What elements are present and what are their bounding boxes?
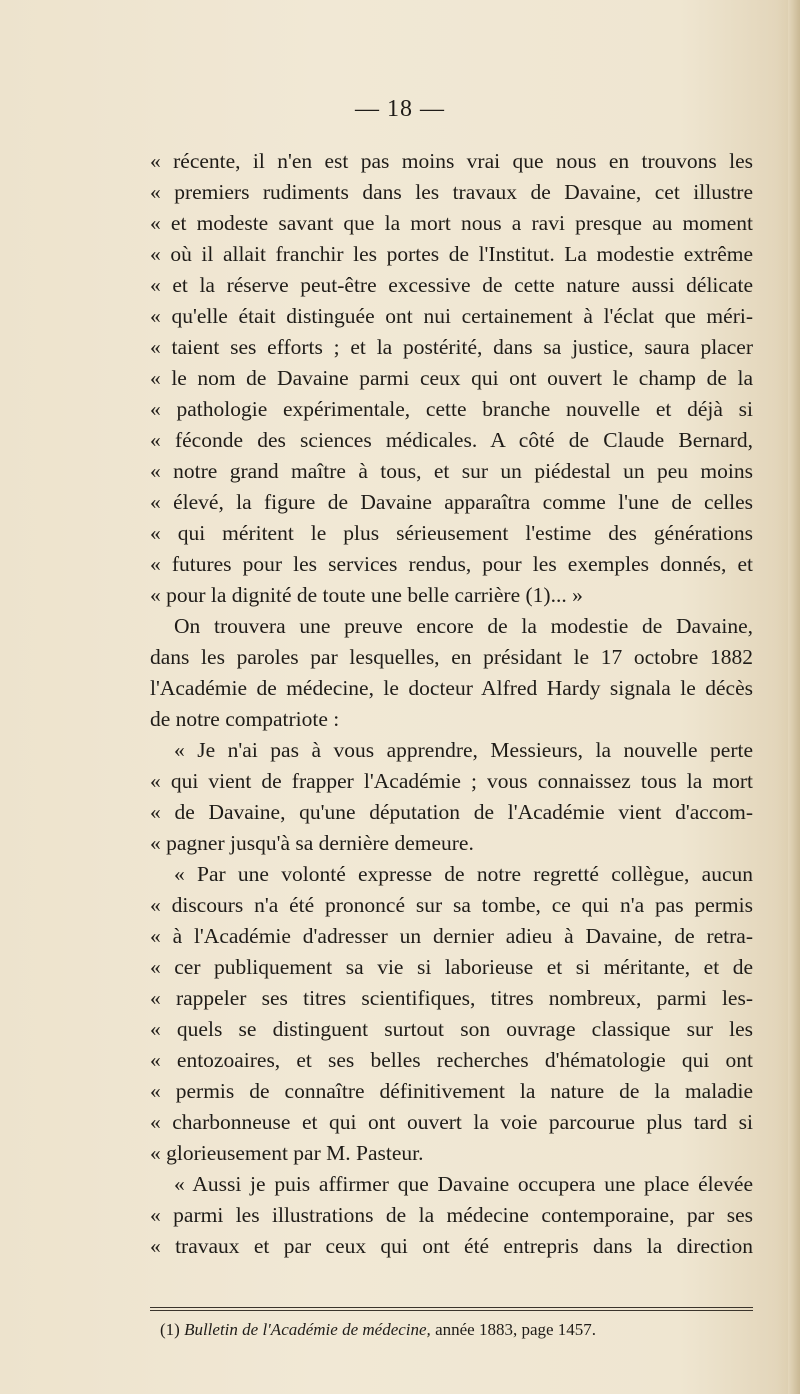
body-text [150, 146, 753, 1262]
text-line: « qu'elle était distinguée ont nui certainement à l'éclat que méri- [150, 304, 753, 328]
text-line: « récente, il n'en est pas moins vrai que nous en trouvons les [150, 149, 753, 173]
text-line: « et modeste savant que la mort nous a ravi presque au moment [150, 211, 753, 235]
text-line: « féconde des sciences médicales. A côté de Claude Bernard, [150, 428, 753, 452]
text-line: « charbonneuse et qui ont ouvert la voie parcourue plus tard si [150, 1110, 753, 1134]
text-line: « discours n'a été prononcé sur sa tombe, ce qui n'a pas permis [150, 893, 753, 917]
text-line: dans les paroles par lesquelles, en présidant le 17 octobre 1882 [150, 645, 753, 669]
text-line: « de Davaine, qu'une députation de l'Académie vient d'accom- [150, 800, 753, 824]
text-line: « pagner jusqu'à sa dernière demeure. [150, 831, 474, 855]
text-line: « et la réserve peut-être excessive de cette nature aussi délicate [150, 273, 753, 297]
text-line: « futures pour les services rendus, pour les exemples donnés, et [150, 552, 753, 576]
text-line: « pour la dignité de toute une belle carrière (1)... » [150, 583, 583, 607]
text-line: « pathologie expérimentale, cette branche nouvelle et déjà si [150, 397, 753, 421]
text-line: « entozoaires, et ses belles recherches d'hématologie qui ont [150, 1048, 753, 1072]
text-line: « où il allait franchir les portes de l'Institut. La modestie extrême [150, 242, 753, 266]
text-line: de notre compatriote : [150, 707, 340, 731]
text-line: « rappeler ses titres scientifiques, titres nombreux, parmi les- [150, 986, 753, 1010]
text-line: « glorieusement par M. Pasteur. [150, 1141, 424, 1165]
text-line: « travaux et par ceux qui ont été entrepris dans la direction [150, 1234, 753, 1258]
text-line: « Aussi je puis affirmer que Davaine occupera une place élevée [174, 1172, 753, 1196]
text-line: « Par une volonté expresse de notre regretté collègue, aucun [174, 862, 753, 886]
footnote [160, 1320, 596, 1340]
text-line: « premiers rudiments dans les travaux de Davaine, cet illustre [150, 180, 753, 204]
text-line: « à l'Académie d'adresser un dernier adieu à Davaine, de retra- [150, 924, 753, 948]
text-line: l'Académie de médecine, le docteur Alfred Hardy signala le décès [150, 676, 753, 700]
text-line: « le nom de Davaine parmi ceux qui ont ouvert le champ de la [150, 366, 753, 390]
text-line: « qui méritent le plus sérieusement l'estime des générations [150, 521, 753, 545]
text-line: « élevé, la figure de Davaine apparaîtra comme l'une de celles [150, 490, 753, 514]
page-number: — 18 — [355, 96, 445, 122]
footnote-marker: (1) [160, 1320, 180, 1339]
text-line: « parmi les illustrations de la médecine contemporaine, par ses [150, 1203, 753, 1227]
text-line: « taient ses efforts ; et la postérité, dans sa justice, saura placer [150, 335, 753, 359]
text-line: « Je n'ai pas à vous apprendre, Messieurs, la nouvelle perte [174, 738, 753, 762]
footnote-reference: année 1883, page 1457. [435, 1320, 597, 1339]
page-edge [788, 0, 800, 1394]
text-line: « cer publiquement sa vie si laborieuse et si méritante, et de [150, 955, 753, 979]
text-line: On trouvera une preuve encore de la modestie de Davaine, [174, 614, 753, 638]
footnote-divider [150, 1307, 753, 1311]
text-line: « quels se distinguent surtout son ouvrage classique sur les [150, 1017, 753, 1041]
footnote-title: Bulletin de l'Académie de médecine, [184, 1320, 431, 1339]
text-line: « notre grand maître à tous, et sur un piédestal un peu moins [150, 459, 753, 483]
text-line: « qui vient de frapper l'Académie ; vous connaissez tous la mort [150, 769, 753, 793]
text-line: « permis de connaître définitivement la nature de la maladie [150, 1079, 753, 1103]
